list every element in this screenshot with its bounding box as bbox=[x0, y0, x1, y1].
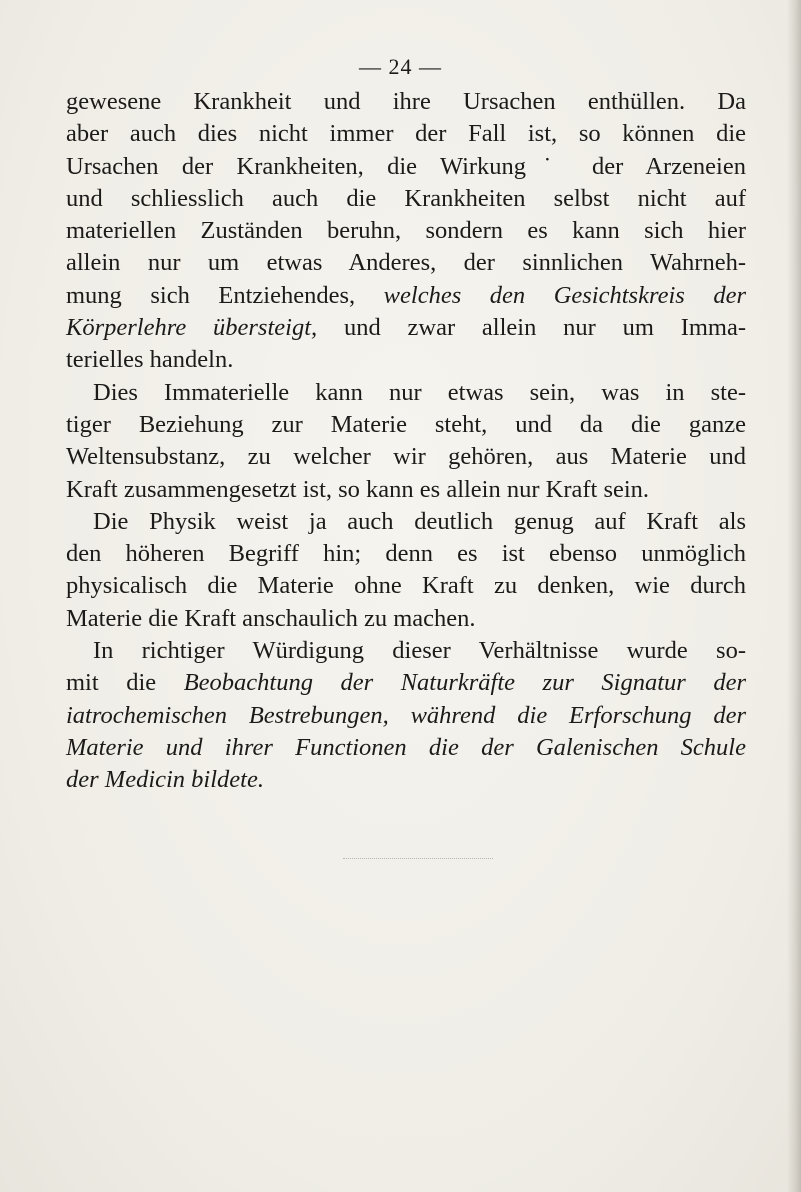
text-line bbox=[66, 441, 746, 473]
text-line bbox=[66, 312, 746, 344]
text-run: materiellen Zuständen beruhn, sondern es kann sich hier bbox=[66, 217, 746, 245]
page-number: — 24 — bbox=[359, 54, 442, 79]
text-line bbox=[66, 667, 746, 699]
text-line bbox=[66, 86, 746, 118]
text-line bbox=[66, 215, 746, 247]
text-line bbox=[66, 409, 746, 441]
text-run: allein nur um etwas Anderes, der sinnlichen Wahrneh- bbox=[66, 249, 746, 277]
text-run: und zwar allein nur um Imma- bbox=[317, 314, 747, 342]
paragraph bbox=[66, 86, 746, 377]
paragraph bbox=[66, 506, 746, 635]
text-line bbox=[66, 700, 746, 732]
text-run: Kraft zusammengesetzt ist, so kann es allein nur Kraft sein. bbox=[66, 475, 650, 503]
text-line bbox=[66, 603, 746, 635]
text-line bbox=[66, 506, 746, 538]
text-run: Ursachen der Krankheiten, die Wirkung˙ der Arzeneien bbox=[66, 152, 746, 180]
text-run: Weltensubstanz, zu welcher wir gehören, aus Materie und bbox=[66, 443, 746, 471]
text-run: mung sich Entziehendes, bbox=[66, 281, 384, 309]
italic-text: Materie und ihrer Functionen die der Galenischen Schule bbox=[66, 733, 746, 761]
text-run: den höheren Begriff hin; denn es ist ebenso unmöglich bbox=[66, 540, 746, 568]
text-line bbox=[66, 635, 746, 667]
text-line bbox=[66, 247, 746, 279]
text-run: gewesene Krankheit und ihre Ursachen enthüllen. Da bbox=[66, 88, 746, 115]
text-run: und schliesslich auch die Krankheiten selbst nicht auf bbox=[66, 184, 746, 212]
text-run: In richtiger Würdigung dieser Verhältnisse wurde so- bbox=[93, 637, 746, 665]
text-line bbox=[66, 151, 746, 183]
text-line bbox=[66, 118, 746, 150]
text-run: mit die bbox=[66, 669, 184, 697]
text-run: tiger Beziehung zur Materie steht, und da die ganze bbox=[66, 410, 746, 438]
text-run: physicalisch die Materie ohne Kraft zu denken, wie durch bbox=[66, 572, 746, 600]
text-line bbox=[66, 764, 746, 796]
italic-text: Körperlehre übersteigt, bbox=[66, 314, 318, 342]
text-line bbox=[66, 538, 746, 570]
dotted-rule bbox=[343, 858, 493, 859]
text-line bbox=[66, 474, 746, 506]
text-run: Dies Immaterielle kann nur etwas sein, was in ste- bbox=[93, 378, 746, 406]
page-edge-shadow bbox=[787, 0, 801, 1192]
italic-text: iatrochemischen Bestrebungen, während die Erforschung der bbox=[66, 701, 746, 729]
italic-text: der Medicin bildete. bbox=[66, 766, 264, 794]
text-line bbox=[66, 344, 746, 376]
text-line bbox=[66, 280, 746, 312]
text-line bbox=[66, 732, 746, 764]
text-line bbox=[66, 570, 746, 602]
paragraph bbox=[66, 635, 746, 796]
italic-text: Beobachtung der Naturkräfte zur Signatur der bbox=[183, 669, 747, 697]
text-line bbox=[66, 377, 746, 409]
italic-text: welches den Gesichtskreis der bbox=[383, 281, 746, 309]
text-run: Materie die Kraft anschaulich zu machen. bbox=[66, 604, 476, 632]
text-line bbox=[66, 183, 746, 215]
text-run: aber auch dies nicht immer der Fall ist, so können die bbox=[66, 120, 746, 148]
text-run: Die Physik weist ja auch deutlich genug auf Kraft als bbox=[93, 507, 746, 535]
paragraph bbox=[66, 377, 746, 506]
body-text bbox=[66, 86, 746, 797]
text-run: terielles handeln. bbox=[66, 346, 234, 374]
